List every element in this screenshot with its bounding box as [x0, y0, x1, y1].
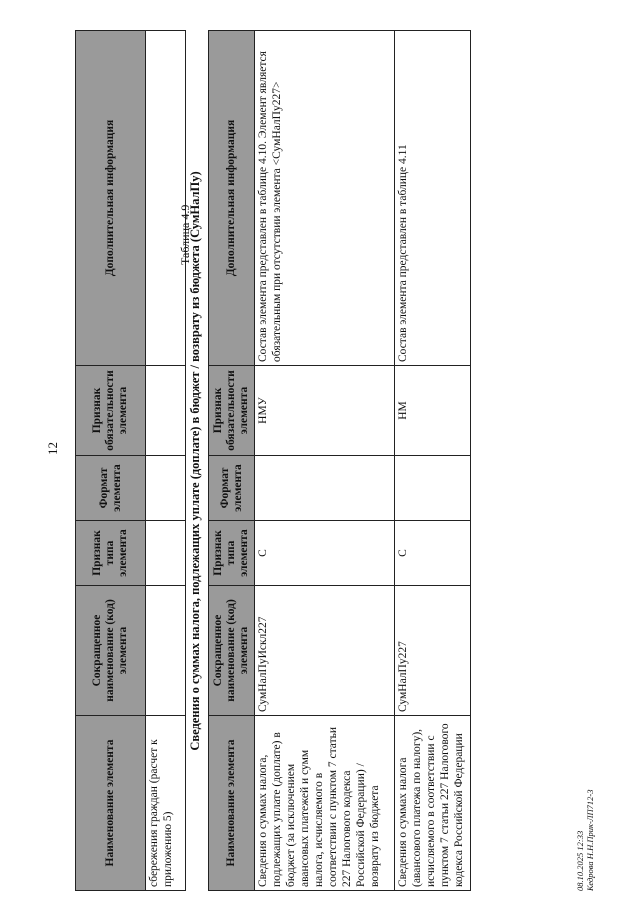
cell-type: [146, 521, 186, 586]
header-name: Наименование элемента: [209, 716, 255, 891]
header-info: Дополнительная информация: [76, 31, 146, 366]
cell-info: [146, 31, 186, 366]
table-row: [146, 31, 186, 891]
header-required: Признак обязательности элемента: [76, 366, 146, 456]
table-title: Сведения о суммах налога, подлежащих уплате (доплате) в бюджет / возврату из бюджета (СумНалПу): [188, 171, 202, 751]
cell-info: Состав элемента представлен в таблице 4.11: [395, 31, 471, 366]
cell-type: С: [395, 521, 471, 586]
header-name: Наименование элемента: [76, 716, 146, 891]
footer-stamp: [575, 790, 595, 892]
top-table-header-row: [76, 31, 146, 891]
main-table-header-row: [209, 31, 255, 891]
cell-code: [146, 586, 186, 716]
table-row: [255, 31, 395, 891]
header-code: Сокращенное наименование (код) элемента: [209, 586, 255, 716]
cell-name: Сведения о суммах налога (авансового платежа по налогу), исчисляемого в соответствии с пунктом 7 статьи 227 Налогового кодекса Российской Федерации: [395, 716, 471, 891]
header-code: Сокращенное наименование (код) элемента: [76, 586, 146, 716]
cell-required: [146, 366, 186, 456]
cell-code: СумНалПу227: [395, 586, 471, 716]
table-row: [395, 31, 471, 891]
footer-line-1: 08.10.2025 12:33: [575, 830, 585, 891]
cell-code: СумНалПуИскл227: [255, 586, 395, 716]
cell-name: сбережения граждан (расчет к приложению 5): [146, 716, 186, 891]
header-type: Признак типа элемента: [76, 521, 146, 586]
cell-info: Состав элемента представлен в таблице 4.10. Элемент является обязательным при отсутствии элемента <СумНалПу227>: [255, 31, 395, 366]
header-format: Формат элемента: [76, 456, 146, 521]
header-format: Формат элемента: [209, 456, 255, 521]
cell-type: С: [255, 521, 395, 586]
cell-format: [146, 456, 186, 521]
footer-line-2: Кедрова Н.Н.Прик-ЛП712-3: [585, 789, 595, 891]
cell-format: [255, 456, 395, 521]
cell-name: Сведения о суммах налога, подлежащих уплате (доплате) в бюджет (за исключением авансовых платежей и сумм налога, исчисляемого в соответствии с пунктом 7 статьи 227 Налогового кодекса Российской Федерации) / возврату из бюджета: [255, 716, 395, 891]
cell-format: [395, 456, 471, 521]
main-table: [208, 30, 471, 891]
cell-required: НМ: [395, 366, 471, 456]
page-number: 12: [45, 442, 60, 455]
header-required: Признак обязательности элемента: [209, 366, 255, 456]
table-caption: Таблица 4.9: [178, 204, 192, 265]
top-table: [75, 30, 186, 891]
header-info: Дополнительная информация: [209, 31, 255, 366]
header-type: Признак типа элемента: [209, 521, 255, 586]
cell-required: НМУ: [255, 366, 395, 456]
